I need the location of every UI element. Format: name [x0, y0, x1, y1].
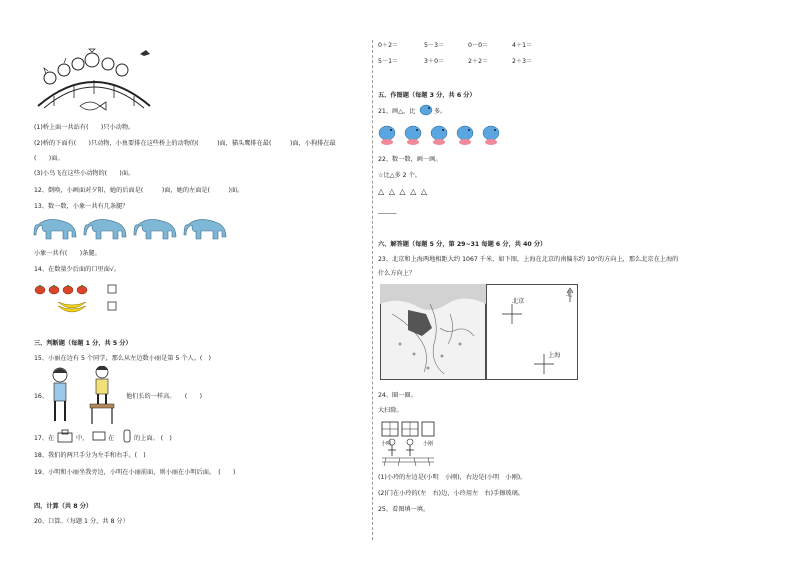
section-6-title: 六、解答题（每题 5 分，第 29~31 每题 6 分，共 40 分）	[378, 241, 547, 248]
column-divider	[372, 40, 373, 540]
section-5-title: 五、作图题（每题 3 分，共 6 分）	[378, 92, 476, 99]
question-13-answer: 小象一共有( )条腿。	[34, 250, 101, 257]
calc-row1-item2: 5－3＝	[424, 42, 445, 49]
rectangle-icon	[92, 431, 106, 441]
q-bridge-2a: (2)桥的下面有( )只动物，小鱼要排在这些桥上的动物的( )面，猫头鹰排在最( )面，小狗排在最	[34, 140, 336, 147]
calc-row2-item3: 2＋2＝	[468, 58, 489, 65]
picture-label-left: 小明	[381, 441, 392, 447]
map-shanghai-label: 上海	[548, 352, 561, 359]
question-23-part-a: 23、北京和上海两地相距大约 1067 千米，如下图，上海在北京的南偏东约 10°的方向上，那么北京在上海的	[378, 256, 679, 263]
question-12: 12、倒唤，小画面对夕阳，她的后面是( )面，她的左面是( )面。	[34, 187, 244, 194]
answer-line: ______	[378, 207, 397, 214]
question-24-part-1: (1)小玲的左边是(小明 小刚)，右边是(小明 小刚)。	[378, 474, 527, 481]
section-3-title: 三、判断题（每题 1 分，共 5 分）	[34, 340, 132, 347]
question-25: 25、看图填一填。	[378, 506, 430, 513]
question-24: 24、圈一圈。	[378, 392, 417, 399]
question-19: 19、小明和小丽坐我旁边，小明在小丽前面，则小丽在小明后面。 ( )	[34, 469, 236, 476]
question-22: 22、数一数，画一画。	[378, 156, 442, 163]
question-22-sub: ☆比△多 2 个。	[378, 172, 421, 179]
calc-row2-item1: 5－1＝	[378, 58, 399, 65]
q-bridge-2b: ( )面。	[34, 155, 64, 162]
triangles-row: △ △ △ △ △	[378, 187, 428, 196]
bird-icon	[418, 103, 434, 117]
box-icon	[56, 429, 74, 443]
question-24-sub: 大扫除。	[378, 407, 403, 414]
question-16-number: 16、	[34, 393, 49, 400]
tomatoes-and-bananas-illustration	[34, 282, 124, 316]
calc-row1-item3: 0－0＝	[468, 42, 489, 49]
birds-row-illustration	[378, 124, 508, 146]
cylinder-icon	[122, 429, 132, 443]
map-beijing-label: 北京	[512, 298, 525, 305]
question-24-part-2: (2)门在小玲的(左 右)边，小玲用左 右)手擦玻璃。	[378, 490, 524, 497]
question-23-part-b: 什么方向上？	[378, 270, 416, 277]
china-map	[380, 284, 486, 380]
map-north-label: 北	[566, 291, 573, 298]
calc-row1-item4: 4＋1＝	[512, 42, 533, 49]
question-20: 20、口算。（每题 1 分，共 8 分）	[34, 518, 129, 525]
question-13: 13、数一数，小象一共有几条腿？	[34, 203, 129, 210]
question-17-part-b: 中，	[76, 435, 89, 442]
q-bridge-1: (1)桥上面一共站有( )只小动物。	[34, 124, 135, 131]
q-bridge-3: (3)小鸟飞在这些小动物的( )面。	[34, 170, 135, 177]
question-17-part-c: 在	[108, 435, 115, 442]
elephants-illustration	[30, 213, 230, 247]
question-21-part-a: 21、画△，比	[378, 108, 416, 115]
question-15: 15、小丽在边有 5 个同学，那么从左边数小丽是第 5 个人。( )	[34, 355, 211, 362]
question-16-text: 他们长的一样高。 ( )	[126, 393, 202, 400]
calc-row2-item2: 3＋0＝	[424, 58, 445, 65]
picture-label-right: 小刚	[423, 441, 434, 447]
animals-on-bridge-illustration	[34, 48, 154, 120]
question-17-part-a: 17、在	[34, 435, 55, 442]
question-21-part-b: 多。	[434, 108, 447, 115]
calc-row2-item4: 2＋3＝	[512, 58, 533, 65]
two-boys-illustration	[46, 366, 126, 426]
direction-diagram	[486, 284, 578, 380]
section-4-title: 四、计算（共 8 分）	[34, 503, 93, 510]
question-18: 18、我们的两只手分为左手和右手。( )	[34, 452, 146, 459]
question-17-part-d: 的上面。 ( )	[134, 435, 172, 442]
question-14: 14、在数量少后面的口里面√。	[34, 266, 121, 273]
calc-row1-item1: 0＋2＝	[378, 42, 399, 49]
